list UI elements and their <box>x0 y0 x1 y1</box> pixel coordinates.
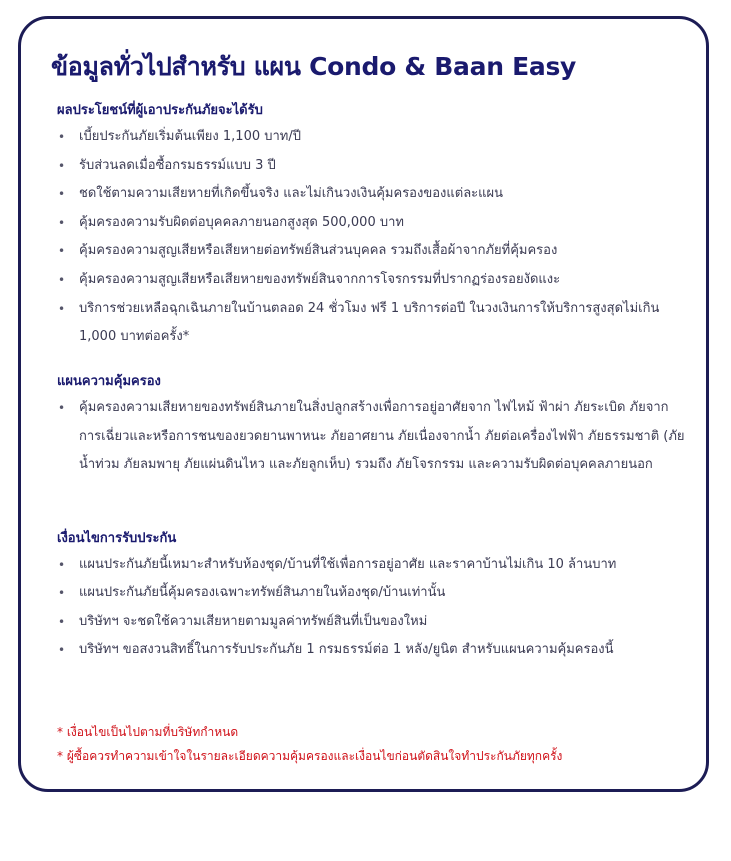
section-heading-conditions: เงื่อนไขการรับประกัน <box>57 531 177 546</box>
list-item: • เบี้ยประกันภัยเริ่มต้นเพียง 1,100 บาท/ปี <box>57 123 687 152</box>
list-item: • คุ้มครองความสูญเสียหรือเสียหายต่อทรัพย์สินส่วนบุคคล รวมถึงเสื้อผ้าจากภัยที่คุ้มครอง <box>57 237 687 266</box>
section-benefits <box>57 99 687 352</box>
list-item: • บริษัทฯ จะชดใช้ความเสียหายตามมูลค่าทรัพย์สินที่เป็นของใหม่ <box>57 608 687 636</box>
coverage-list <box>57 394 687 480</box>
section-heading-benefits: ผลประโยชน์ที่ผู้เอาประกันภัยจะได้รับ <box>57 103 263 118</box>
page-title: ข้อมูลทั่วไปสำหรับ แผน Condo & Baan Easy <box>51 52 577 81</box>
section-conditions <box>57 527 687 664</box>
list-item: • คุ้มครองความเสียหายของทรัพย์สินภายในสิ่งปลูกสร้างเพื่อการอยู่อาศัยจาก ไฟไหม้ ฟ้าผ่า ภัยระเบิด ภัยจากการเฉี่ยวและหรือการชนของยวดยานพาหนะ ภัยอาศยาน ภัยเนื่องจากน้ำ ภัยต่อเครื่องไฟฟ้า ภัยธรรมชาติ (ภัยน้ำท่วม ภัยลมพายุ ภัยแผ่นดินไหว และภัยลูกเห็บ) รวมถึง ภัยโจรกรรม และความรับผิดต่อบุคคลภายนอก <box>57 394 687 480</box>
benefits-list <box>57 123 687 352</box>
conditions-list <box>57 551 687 664</box>
section-heading-coverage: แผนความคุ้มครอง <box>57 374 161 389</box>
list-item: • คุ้มครองความรับผิดต่อบุคคลภายนอกสูงสุด 500,000 บาท <box>57 209 687 238</box>
list-item: • บริษัทฯ ขอสงวนสิทธิ์ในการรับประกันภัย 1 กรมธรรม์ต่อ 1 หลัง/ยูนิต สำหรับแผนความคุ้มครองนี้ <box>57 636 687 664</box>
footnote-conditions: * เงื่อนไขเป็นไปตามที่บริษัทกำหนด <box>57 725 239 739</box>
footnote-advice: * ผู้ซื้อควรทำความเข้าใจในรายละเอียดความคุ้มครองและเงื่อนไขก่อนตัดสินใจทำประกันภัยทุกครั้ง <box>57 749 563 763</box>
list-item: • แผนประกันภัยนี้เหมาะสำหรับห้องชุด/บ้านที่ใช้เพื่อการอยู่อาศัย และราคาบ้านไม่เกิน 10 ล้านบาท <box>57 551 687 579</box>
list-item: • คุ้มครองความสูญเสียหรือเสียหายของทรัพย์สินจากการโจรกรรมที่ปรากฏร่องรอยงัดแงะ <box>57 266 687 295</box>
list-item: • รับส่วนลดเมื่อซื้อกรมธรรม์แบบ 3 ปี <box>57 152 687 181</box>
list-item: • แผนประกันภัยนี้คุ้มครองเฉพาะทรัพย์สินภายในห้องชุด/บ้านเท่านั้น <box>57 579 687 607</box>
section-coverage-plan <box>57 369 687 480</box>
info-card <box>18 16 709 792</box>
list-item: • บริการช่วยเหลือฉุกเฉินภายในบ้านตลอด 24 ชั่วโมง ฟรี 1 บริการต่อปี ในวงเงินการให้บริการสูงสุดไม่เกิน 1,000 บาทต่อครั้ง* <box>57 295 687 352</box>
list-item: • ชดใช้ตามความเสียหายที่เกิดขึ้นจริง และไม่เกินวงเงินคุ้มครองของแต่ละแผน <box>57 180 687 209</box>
